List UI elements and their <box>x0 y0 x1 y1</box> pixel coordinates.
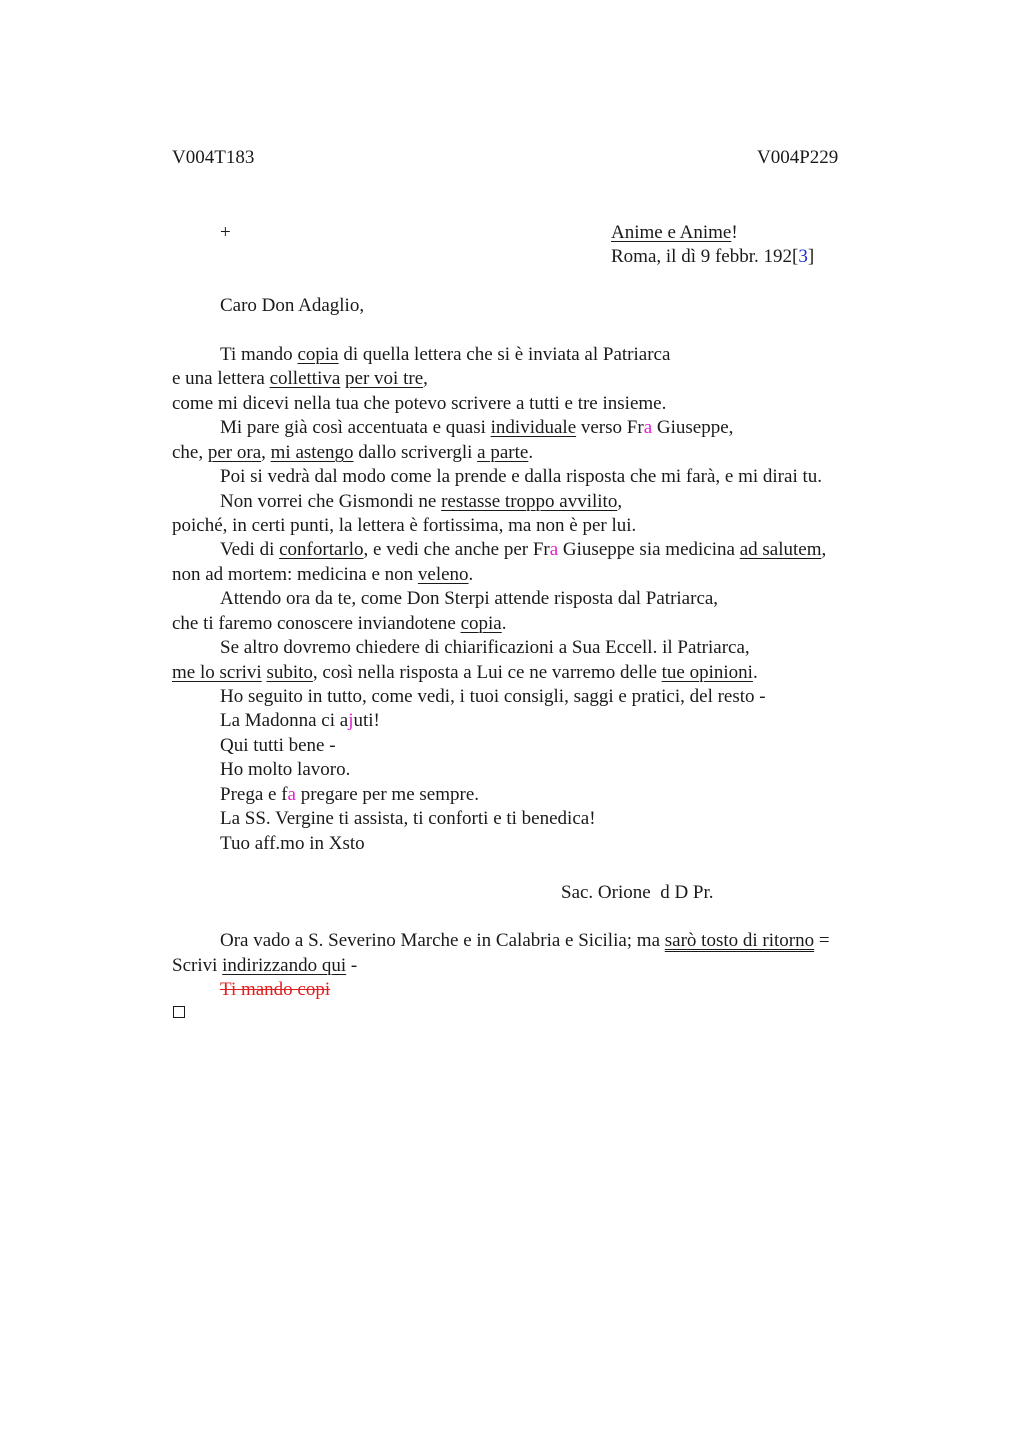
dateline: Roma, il dì 9 febbr. 192[3] <box>611 246 815 267</box>
signature: Sac. Orione d D Pr. <box>561 882 714 903</box>
motto: Anime e Anime! <box>611 222 738 243</box>
body-line: Prega e fa pregare per me sempre. <box>220 784 480 805</box>
end-box-icon <box>173 1006 185 1018</box>
salutation: Caro Don Adaglio, <box>220 295 365 316</box>
body-line: che ti faremo conoscere inviandotene copia. <box>172 613 507 634</box>
body-line: poiché, in certi punti, la lettera è fortissima, ma non è per lui. <box>172 515 637 536</box>
body-line: non ad mortem: medicina e non veleno. <box>172 564 474 585</box>
body-line: Ho molto lavoro. <box>220 759 351 780</box>
body-line: Poi si vedrà dal modo come la prende e dalla risposta che mi farà, e mi dirai tu. <box>220 466 822 487</box>
body-line: che, per ora, mi astengo dallo scrivergli a parte. <box>172 442 534 463</box>
postscript-line: Scrivi indirizzando qui - <box>172 955 358 976</box>
postscript-line: Ora vado a S. Severino Marche e in Calabria e Sicilia; ma sarò tosto di ritorno = <box>220 930 830 951</box>
body-line: Ti mando copia di quella lettera che si è inviata al Patriarca <box>220 344 671 365</box>
body-line: Vedi di confortarlo, e vedi che anche per Fra Giuseppe sia medicina ad salutem, <box>220 539 827 560</box>
body-line: La Madonna ci ajuti! <box>220 710 380 731</box>
body-line: me lo scrivi subito, così nella risposta a Lui ce ne varremo delle tue opinioni. <box>172 662 758 683</box>
right-code: V004P229 <box>757 147 839 168</box>
body-line: Non vorrei che Gismondi ne restasse troppo avvilito, <box>220 491 623 512</box>
body-line: La SS. Vergine ti assista, ti conforti e ti benedica! <box>220 808 596 829</box>
deleted-text: Ti mando copi <box>220 979 331 1000</box>
cross-mark: + <box>220 222 231 243</box>
left-code: V004T183 <box>172 147 255 168</box>
body-line: e una lettera collettiva per voi tre, <box>172 368 428 389</box>
body-line: Mi pare già così accentuata e quasi individuale verso Fra Giuseppe, <box>220 417 734 438</box>
closing: Tuo aff.mo in Xsto <box>220 833 365 854</box>
body-line: Se altro dovremo chiedere di chiarificazioni a Sua Eccell. il Patriarca, <box>220 637 750 658</box>
body-line: come mi dicevi nella tua che potevo scrivere a tutti e tre insieme. <box>172 393 667 414</box>
body-line: Attendo ora da te, come Don Sterpi attende risposta dal Patriarca, <box>220 588 719 609</box>
body-line: Ho seguito in tutto, come vedi, i tuoi consigli, saggi e pratici, del resto - <box>220 686 766 707</box>
body-line: Qui tutti bene - <box>220 735 336 756</box>
